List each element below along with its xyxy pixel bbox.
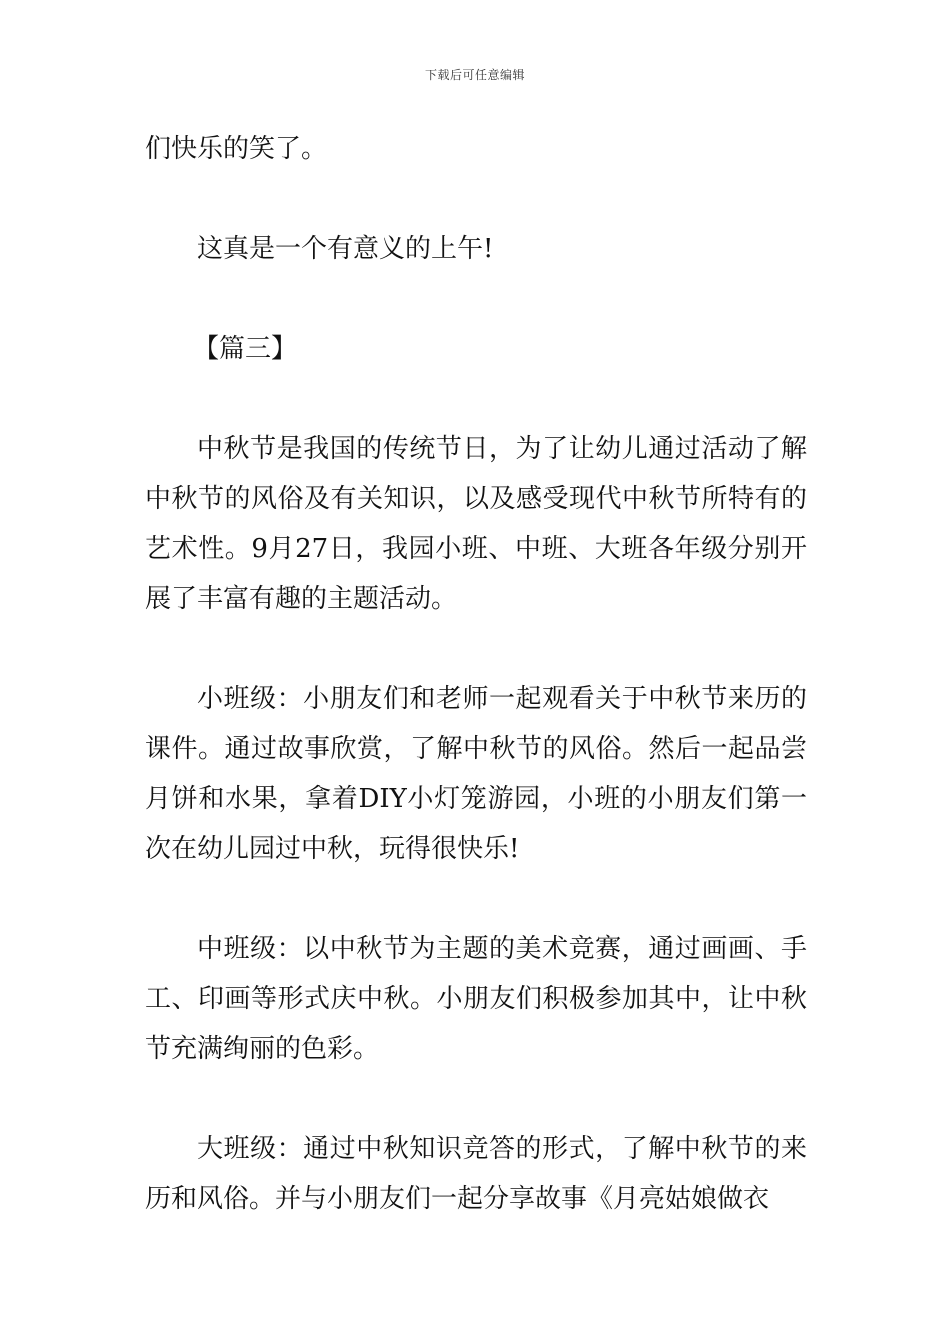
document-body	[145, 124, 807, 1274]
section-heading: 【篇三】	[193, 334, 298, 364]
paragraph-intro: 中秋节是我国的传统节日，为了让幼儿通过活动了解中秋节的风俗及有关知识，以及感受现代中秋节所特有的艺术性。9月27日，我园小班、中班、大班各年级分别开展了丰富有趣的主题活动。	[145, 434, 807, 614]
paragraph-small-class: 小班级：小朋友们和老师一起观看关于中秋节来历的课件。通过故事欣赏，了解中秋节的风俗。然后一起品尝月饼和水果，拿着DIY小灯笼游园，小班的小朋友们第一次在幼儿园过中秋，玩得很快乐!	[145, 684, 807, 864]
paragraph-big-class: 大班级：通过中秋知识竞答的形式，了解中秋节的来历和风俗。并与小朋友们一起分享故事《月亮姑娘做衣	[145, 1134, 807, 1214]
paragraph-middle-class: 中班级：以中秋节为主题的美术竞赛，通过画画、手工、印画等形式庆中秋。小朋友们积极参加其中，让中秋节充满绚丽的色彩。	[145, 934, 807, 1064]
paragraph-closing-remark: 这真是一个有意义的上午!	[197, 234, 494, 264]
paragraph-continuation: 们快乐的笑了。	[145, 134, 328, 164]
page-header-note: 下载后可任意编辑	[424, 68, 525, 82]
